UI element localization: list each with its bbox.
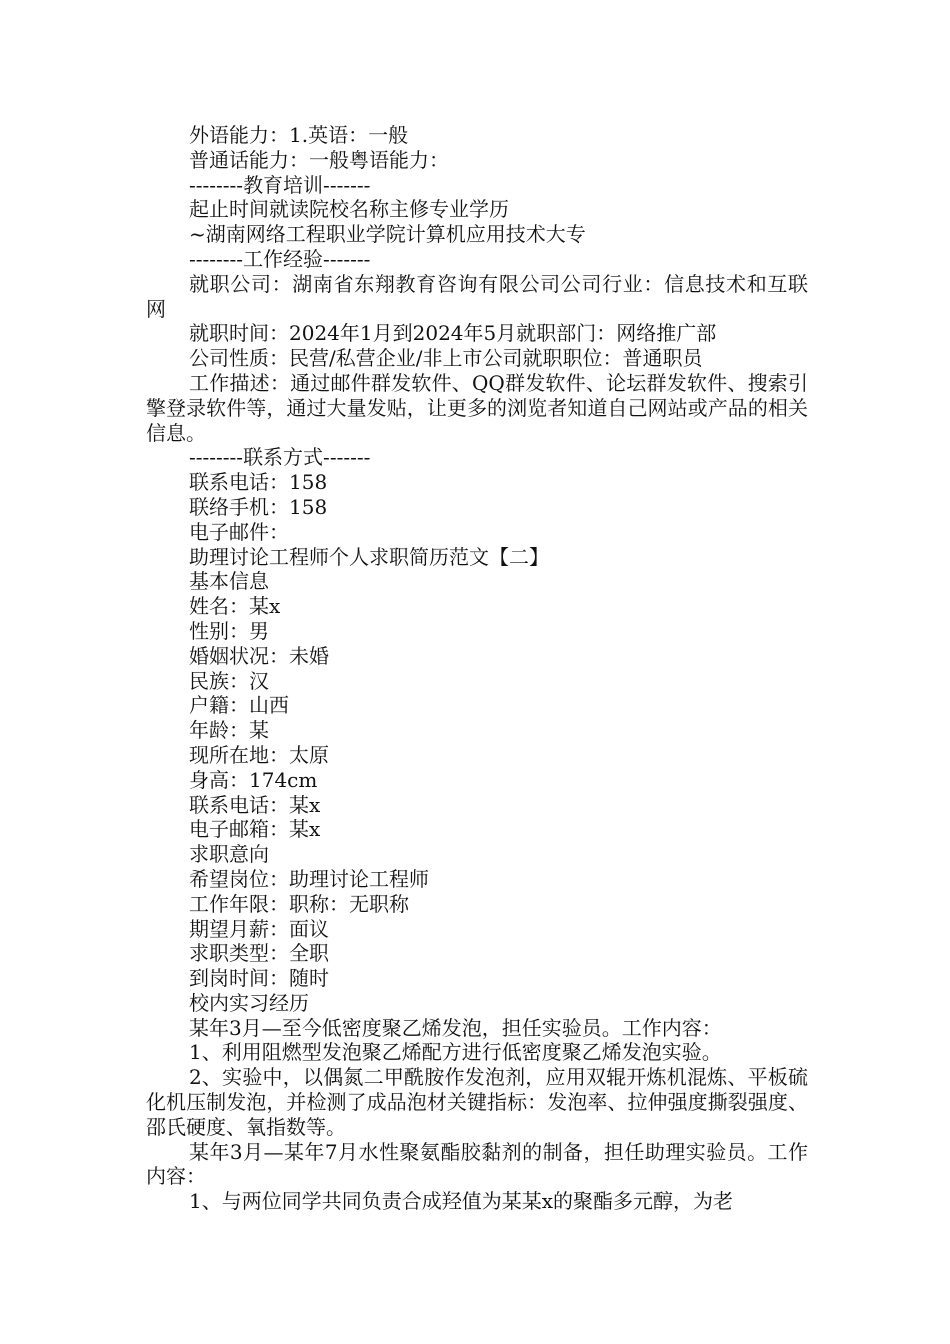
- internship-2-title: 某年3月—某年7月水性聚氨酯胶黏剂的制备，担任助理实验员。工作内容：: [146, 1139, 808, 1189]
- basic-info-heading: 基本信息: [189, 569, 269, 594]
- work-period: 就职时间：2024年1月到2024年5月就职部门：网络推广部: [189, 321, 717, 346]
- section-work-heading: --------工作经验-------: [189, 246, 371, 271]
- start-time: 到岗时间：随时: [189, 966, 329, 991]
- info-household: 户籍：山西: [189, 693, 289, 718]
- info-ethnicity: 民族：汉: [189, 668, 269, 693]
- info-name: 姓名：某x: [189, 594, 281, 619]
- info-age: 年龄：某: [189, 718, 269, 743]
- expected-salary: 期望月薪：面议: [189, 916, 329, 941]
- internship-1-item-2: 2、实验中，以偶氮二甲酰胺作发泡剂，应用双辊开炼机混炼、平板硫化机压制发泡，并检测了成品泡材关键指标：发泡率、拉伸强度撕裂强度、邵氏硬度、氧指数等。: [146, 1065, 808, 1139]
- contact-phone: 联系电话：158: [189, 470, 328, 495]
- info-location: 现所在地：太原: [189, 742, 329, 767]
- mandarin-ability: 普通话能力：一般粤语能力：: [189, 147, 449, 172]
- internship-1-title: 某年3月—至今低密度聚乙烯发泡，担任实验员。工作内容：: [189, 1015, 722, 1040]
- internship-2-item-1: 1、与两位同学共同负责合成羟值为某某x的聚酯多元醇，为老: [189, 1189, 734, 1214]
- language-ability: 外语能力：1.英语：一般: [189, 123, 409, 147]
- work-company: 就职公司：湖南省东翔教育咨询有限公司公司行业：信息技术和互联网: [146, 271, 808, 321]
- education-header-row: 起止时间就读院校名称主修专业学历: [189, 197, 509, 222]
- internship-1-item-1: 1、利用阻燃型发泡聚乙烯配方进行低密度聚乙烯发泡实验。: [189, 1040, 722, 1065]
- contact-email: 电子邮件：: [189, 519, 289, 544]
- info-gender: 性别：男: [189, 618, 269, 643]
- info-marital: 婚姻状况：未婚: [189, 643, 329, 668]
- work-description: 工作描述：通过邮件群发软件、QQ群发软件、论坛群发软件、搜索引擎登录软件等，通过大量发贴，让更多的浏览者知道自己网站或产品的相关信息。: [146, 370, 808, 445]
- job-intention-heading: 求职意向: [189, 842, 269, 867]
- job-type: 求职类型：全职: [189, 941, 329, 966]
- section-contact-heading: --------联系方式-------: [189, 445, 371, 470]
- education-entry: ~湖南网络工程职业学院计算机应用技术大专: [189, 222, 586, 247]
- info-phone: 联系电话：某x: [189, 792, 321, 817]
- internship-heading: 校内实习经历: [189, 990, 309, 1015]
- info-email: 电子邮箱：某x: [189, 817, 321, 842]
- document-page: [146, 123, 808, 1214]
- desired-position: 希望岗位：助理讨论工程师: [189, 866, 429, 891]
- section-education-heading: --------教育培训-------: [189, 172, 371, 197]
- work-company-type: 公司性质：民营/私营企业/非上市公司就职职位：普通职员: [189, 346, 703, 371]
- contact-mobile: 联络手机：158: [189, 494, 328, 519]
- info-height: 身高：174cm: [189, 767, 318, 792]
- resume-two-title: 助理讨论工程师个人求职简历范文【二】: [189, 544, 549, 569]
- work-years: 工作年限：职称：无职称: [189, 891, 409, 916]
